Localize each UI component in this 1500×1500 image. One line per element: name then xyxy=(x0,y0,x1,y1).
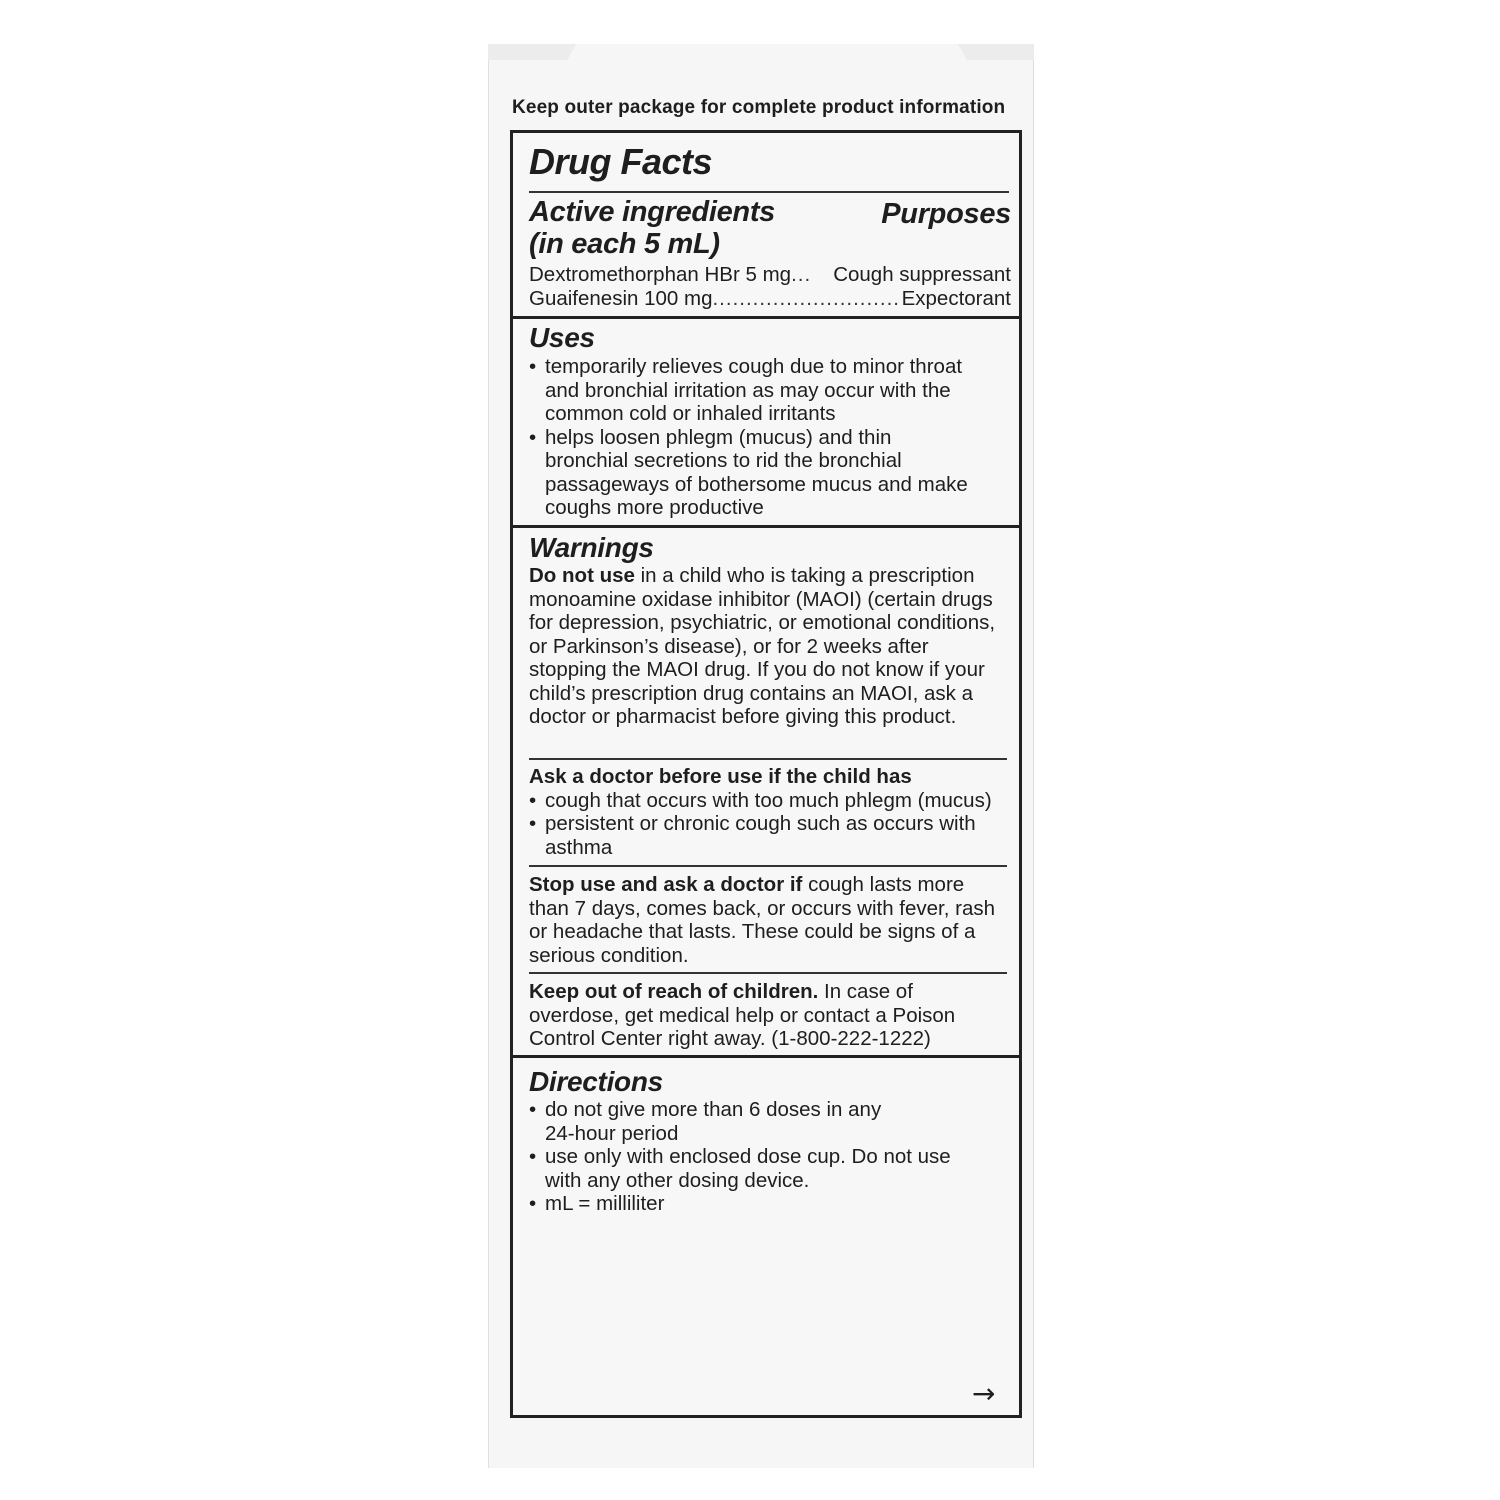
subsection-divider xyxy=(529,758,1007,760)
ingredient-row xyxy=(529,287,1011,311)
uses-list xyxy=(529,355,979,520)
title-divider xyxy=(529,191,1009,193)
ingredient-purpose: Cough suppressant xyxy=(833,263,1011,286)
ingredient-name: Guaifenesin 100 mg xyxy=(529,286,713,310)
do-not-use-label: Do not use xyxy=(529,564,635,587)
subsection-divider xyxy=(529,865,1007,867)
keep-out-paragraph xyxy=(529,980,975,1051)
leader-dots: ............................ xyxy=(712,286,900,310)
package-note: Keep outer package for complete product information xyxy=(512,97,1006,118)
list-item: • use only with enclosed dose cup. Do not use with any other dosing device. xyxy=(529,1145,989,1192)
stop-use-label: Stop use and ask a doctor if xyxy=(529,873,803,896)
do-not-use-text: in a child who is taking a prescription monoamine oxidase inhibitor (MAOI) (certain drugs for depression, psychiatric, or emotional conditions, or Parkinson’s disease), or for 2 weeks after stopping the MAOI drug. If you do not know if your child’s prescription drug contains an MAOI, ask a doctor or pharmacist before giving this product. xyxy=(529,564,996,728)
directions-list xyxy=(529,1098,989,1216)
package-flap-right xyxy=(958,44,1034,60)
active-ingredients-heading: Active ingredients xyxy=(529,196,775,228)
ingredient-row xyxy=(529,263,1011,287)
ingredient-list xyxy=(529,263,1011,310)
purposes-heading: Purposes xyxy=(881,198,1011,230)
continue-arrow-icon: → xyxy=(972,1377,996,1410)
list-item: • temporarily relieves cough due to minor throat and bronchial irritation as may occur with the common cold or inhaled irritants xyxy=(529,355,979,426)
warnings-heading: Warnings xyxy=(529,532,654,563)
section-divider xyxy=(513,1055,1019,1058)
ingredient-name: Dextromethorphan HBr 5 mg xyxy=(529,263,792,286)
directions-heading: Directions xyxy=(529,1066,663,1097)
active-ingredients-subheading: (in each 5 mL) xyxy=(529,228,720,260)
package-flap-left xyxy=(488,44,576,60)
drug-facts-panel xyxy=(510,130,1022,1418)
section-divider xyxy=(513,316,1019,319)
uses-heading: Uses xyxy=(529,322,595,353)
keep-out-text: In case of overdose, get medical help or contact a Poison Control Center right away. (1-800-222-1222) xyxy=(529,980,956,1050)
stop-use-text: cough lasts more than 7 days, comes back, or occurs with fever, rash or headache that lasts. These could be signs of a serious condition. xyxy=(529,873,996,967)
ask-doctor-block xyxy=(529,765,1009,859)
list-item: • cough that occurs with too much phlegm (mucus) xyxy=(529,789,1009,813)
list-item: • mL = milliliter xyxy=(529,1192,989,1216)
keep-out-label: Keep out of reach of children. xyxy=(529,980,819,1003)
drug-facts-title: Drug Facts xyxy=(529,141,713,182)
subsection-divider xyxy=(529,972,1007,974)
leader-dots: ... xyxy=(791,263,812,286)
ingredient-purpose: Expectorant xyxy=(901,286,1011,310)
stop-use-paragraph xyxy=(529,873,995,967)
list-item: • do not give more than 6 doses in any 24-hour period xyxy=(529,1098,989,1145)
ask-doctor-heading: Ask a doctor before use if the child has xyxy=(529,765,912,788)
do-not-use-paragraph xyxy=(529,564,1007,729)
section-divider xyxy=(513,525,1019,528)
list-item: • persistent or chronic cough such as occurs with asthma xyxy=(529,812,1009,859)
list-item: • helps loosen phlegm (mucus) and thin bronchial secretions to rid the bronchial passageways of bothersome mucus and make coughs more productive xyxy=(529,426,979,520)
